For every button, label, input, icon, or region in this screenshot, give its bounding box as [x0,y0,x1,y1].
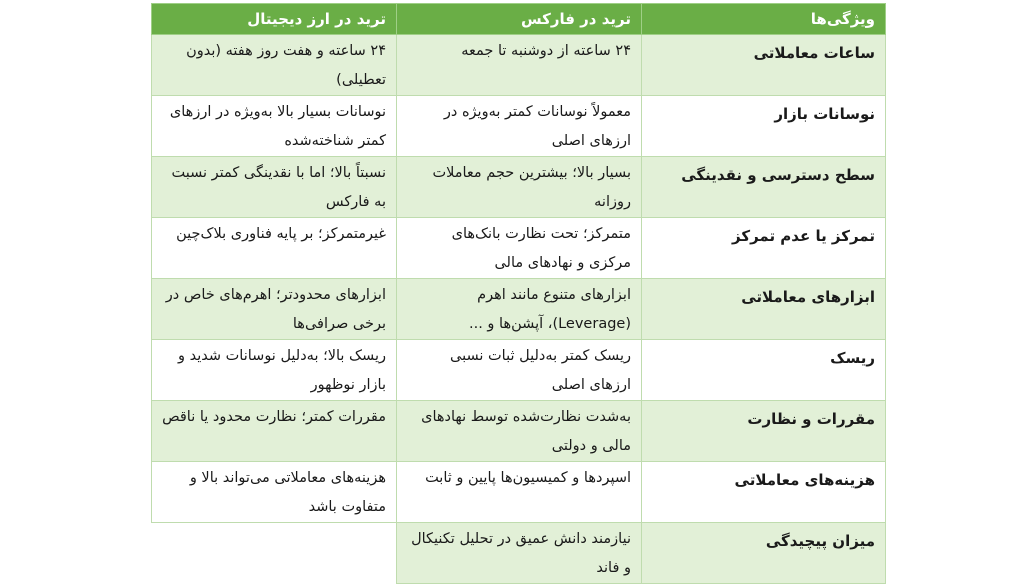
crypto-cell: غیرمتمرکز؛ بر پایه فناوری بلاک‌چین [152,218,397,279]
header-forex: ترید در فارکس [397,4,642,35]
feature-cell: تمرکز یا عدم تمرکز [642,218,886,279]
table-row [152,279,886,340]
feature-cell: میزان پیچیدگی [642,523,886,584]
forex-vs-crypto-table [151,3,886,584]
crypto-cell: نسبتاً بالا؛ اما با نقدینگی کمتر نسبت به فارکس [152,157,397,218]
table-row [152,35,886,96]
feature-cell: ساعات معاملاتی [642,35,886,96]
forex-cell: معمولاً نوسانات کمتر به‌ویژه در ارزهای اصلی [397,96,642,157]
crypto-cell: ابزارهای محدودتر؛ اهرم‌های خاص در برخی صرافی‌ها [152,279,397,340]
header-features: ویژگی‌ها [642,4,886,35]
crypto-cell: هزینه‌های معاملاتی می‌تواند بالا و متفاوت باشد [152,462,397,523]
table-row [152,218,886,279]
feature-cell: هزینه‌های معاملاتی [642,462,886,523]
feature-cell: نوسانات بازار [642,96,886,157]
forex-cell: ۲۴ ساعته از دوشنبه تا جمعه [397,35,642,96]
forex-cell: به‌شدت نظارت‌شده توسط نهادهای مالی و دولتی [397,401,642,462]
table-row [152,157,886,218]
feature-cell: ریسک [642,340,886,401]
header-crypto: ترید در ارز دیجیتال [152,4,397,35]
feature-cell: مقررات و نظارت [642,401,886,462]
comparison-table-container [152,3,886,584]
table-header-row [152,4,886,35]
forex-cell: ابزارهای متنوع مانند اهرم (Leverage)، آپشن‌ها و ... [397,279,642,340]
feature-cell: سطح دسترسی و نقدینگی [642,157,886,218]
forex-cell: ریسک کمتر به‌دلیل ثبات نسبی ارزهای اصلی [397,340,642,401]
forex-cell: متمرکز؛ تحت نظارت بانک‌های مرکزی و نهادهای مالی [397,218,642,279]
forex-cell: اسپردها و کمیسیون‌ها پایین و ثابت [397,462,642,523]
crypto-cell: ریسک بالا؛ به‌دلیل نوسانات شدید و بازار نوظهور [152,340,397,401]
forex-cell: بسیار بالا؛ بیشترین حجم معاملات روزانه [397,157,642,218]
table-row [152,462,886,523]
table-row [152,523,886,584]
forex-cell: نیازمند دانش عمیق در تحلیل تکنیکال و فاند [397,523,642,584]
crypto-cell-empty [152,523,397,584]
table-row [152,96,886,157]
table-row [152,401,886,462]
feature-cell: ابزارهای معاملاتی [642,279,886,340]
crypto-cell: نوسانات بسیار بالا به‌ویژه در ارزهای کمتر شناخته‌شده [152,96,397,157]
crypto-cell: مقررات کمتر؛ نظارت محدود یا ناقص [152,401,397,462]
table-row [152,340,886,401]
crypto-cell: ۲۴ ساعته و هفت روز هفته (بدون تعطیلی) [152,35,397,96]
